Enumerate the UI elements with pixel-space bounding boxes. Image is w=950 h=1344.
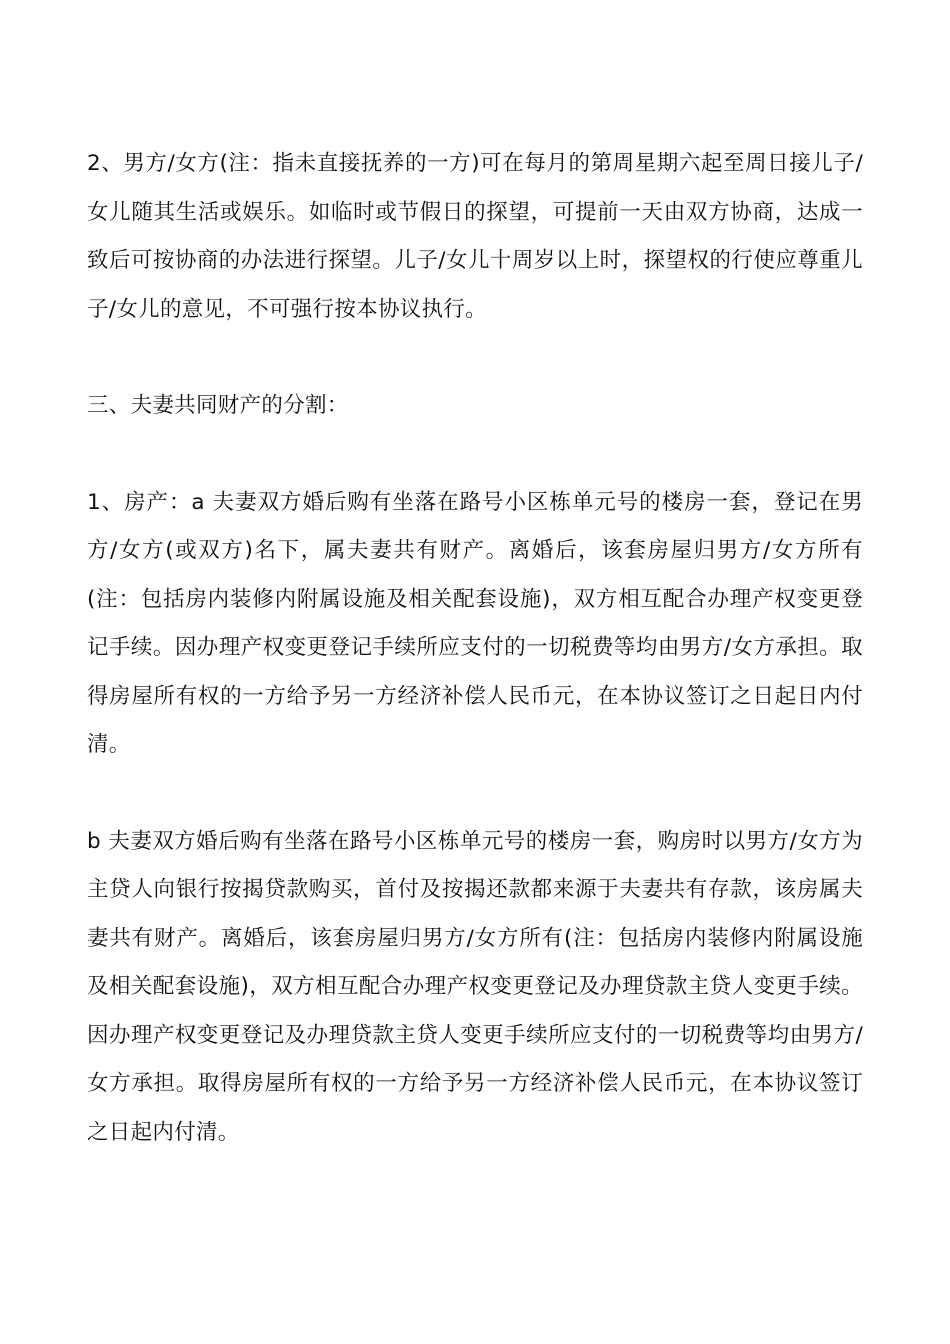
paragraph-property-a: 1、房产：a 夫妻双方婚后购有坐落在路号小区栋单元号的楼房一套，登记在男方/女方(或双方)名下，属夫妻共有财产。离婚后，该套房屋归男方/女方所有(注：包括房内装修内附属设施及相关配套设施)，双方相互配合办理产权变更登记手续。因办理产权变更登记手续所应支付的一切税费等均由男方/女方承担。取得房屋所有权的一方给予另一方经济补偿人民币元，在本协议签订之日起日内付清。 <box>87 489 863 757</box>
paragraph-visitation-rights: 2、男方/女方(注：指未直接抚养的一方)可在每月的第周星期六起至周日接儿子/女儿随其生活或娱乐。如临时或节假日的探望，可提前一天由双方协商，达成一致后可按协商的办法进行探望。儿子/女儿十周岁以上时，探望权的行使应尊重儿子/女儿的意见，不可强行按本协议执行。 <box>87 151 863 322</box>
section-heading-property-division: 三、夫妻共同财产的分割： <box>87 393 349 418</box>
document-page <box>87 140 863 1205</box>
paragraph-property-b: b 夫妻双方婚后购有坐落在路号小区栋单元号的楼房一套，购房时以男方/女方为主贷人向银行按揭贷款购买，首付及按揭还款都来源于夫妻共有存款，该房属夫妻共有财产。离婚后，该套房屋归男方/女方所有(注：包括房内装修内附属设施及相关配套设施)，双方相互配合办理产权变更登记及办理贷款主贷人变更手续。因办理产权变更登记及办理贷款主贷人变更手续所应支付的一切税费等均由男方/女方承担。取得房屋所有权的一方给予另一方经济补偿人民币元，在本协议签订之日起内付清。 <box>87 828 863 1145</box>
